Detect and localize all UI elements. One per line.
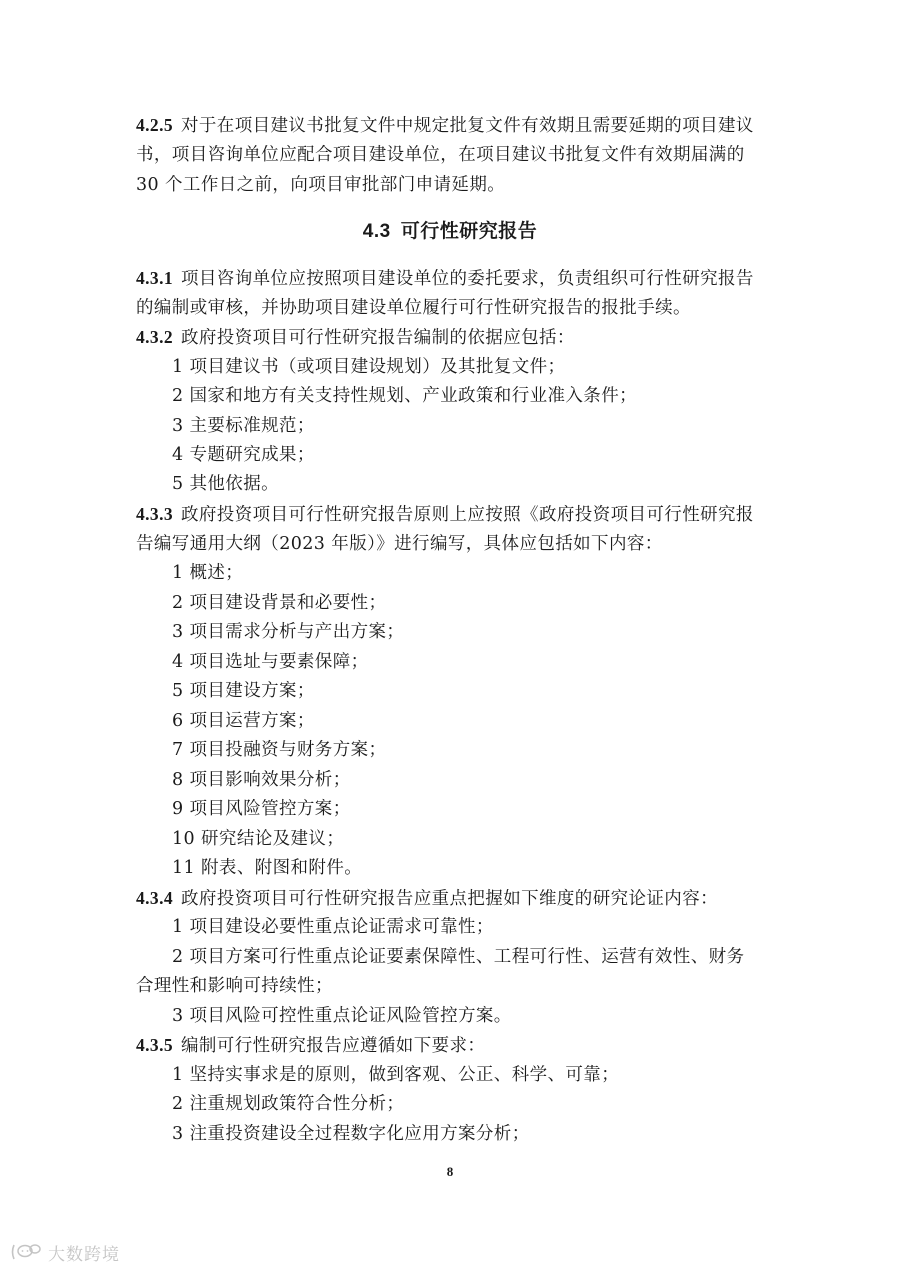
clause-text: 编制可行性研究报告应遵循如下要求： xyxy=(181,1036,486,1056)
list-item: 3 主要标准规范； xyxy=(172,416,315,436)
list-item-continuation: 合理性和影响可持续性； xyxy=(136,976,333,996)
watermark-text: 大数跨境 xyxy=(48,1244,120,1265)
list-item: 4 项目选址与要素保障； xyxy=(172,652,369,672)
list-item: 6 项目运营方案； xyxy=(172,711,315,731)
list-item: 10 研究结论及建议； xyxy=(172,829,345,849)
paragraph-line xyxy=(136,113,754,138)
list-item: 1 项目建设必要性重点论证需求可靠性； xyxy=(172,917,494,937)
clause-text: 对于在项目建议书批复文件中规定批复文件有效期且需要延期的项目建议 xyxy=(181,116,754,136)
list-item: 5 项目建设方案； xyxy=(172,681,315,701)
clause-text: 政府投资项目可行性研究报告编制的依据应包括： xyxy=(181,328,575,348)
clause-text: 政府投资项目可行性研究报告应重点把握如下维度的研究论证内容： xyxy=(181,889,718,909)
paragraph-line: 的编制或审核，并协助项目建设单位履行可行性研究报告的报批手续。 xyxy=(136,298,691,318)
paragraph-line xyxy=(136,1033,485,1058)
paragraph-line: 书，项目咨询单位应配合项目建设单位，在项目建议书批复文件有效期届满的 xyxy=(136,145,745,165)
paragraph-line: 30 个工作日之前，向项目审批部门申请延期。 xyxy=(136,175,506,195)
list-item: 2 项目方案可行性重点论证要素保障性、工程可行性、运营有效性、财务 xyxy=(172,947,745,967)
list-item: 11 附表、附图和附件。 xyxy=(172,858,363,878)
list-item: 1 坚持实事求是的原则，做到客观、公正、科学、可靠； xyxy=(172,1065,620,1085)
clause-number: 4.3.3 xyxy=(136,504,173,524)
chat-bubble-icon xyxy=(10,1242,44,1262)
list-item: 4 专题研究成果； xyxy=(172,445,315,465)
list-item: 1 项目建议书（或项目建设规划）及其批复文件； xyxy=(172,357,566,377)
paragraph-line xyxy=(136,325,575,350)
clause-number: 4.2.5 xyxy=(136,115,173,135)
clause-number: 4.3.5 xyxy=(136,1035,173,1055)
list-item: 9 项目风险管控方案； xyxy=(172,799,351,819)
clause-text: 项目咨询单位应按照项目建设单位的委托要求，负责组织可行性研究报告 xyxy=(181,269,754,289)
list-item: 8 项目影响效果分析； xyxy=(172,770,351,790)
list-item: 2 注重规划政策符合性分析； xyxy=(172,1094,405,1114)
list-item: 5 其他依据。 xyxy=(172,474,279,494)
list-item: 7 项目投融资与财务方案； xyxy=(172,740,387,760)
list-item: 3 项目需求分析与产出方案； xyxy=(172,622,405,642)
section-heading xyxy=(0,218,900,245)
clause-number: 4.3.1 xyxy=(136,268,173,288)
paragraph-line: 告编写通用大纲（2023 年版）》进行编写，具体应包括如下内容： xyxy=(136,534,663,554)
paragraph-line xyxy=(136,266,754,291)
list-item: 2 国家和地方有关支持性规划、产业政策和行业准入条件； xyxy=(172,386,637,406)
section-title: 可行性研究报告 xyxy=(400,220,538,242)
watermark xyxy=(10,1241,120,1263)
list-item: 1 概述； xyxy=(172,563,244,583)
page-number: 8 xyxy=(446,1164,454,1179)
list-item: 3 注重投资建设全过程数字化应用方案分析； xyxy=(172,1124,530,1144)
list-item: 3 项目风险可控性重点论证风险管控方案。 xyxy=(172,1006,512,1026)
clause-text: 政府投资项目可行性研究报告原则上应按照《政府投资项目可行性研究报 xyxy=(181,505,754,525)
paragraph-line xyxy=(136,502,754,527)
list-item: 2 项目建设背景和必要性； xyxy=(172,593,387,613)
section-number: 4.3 xyxy=(362,221,391,242)
clause-number: 4.3.4 xyxy=(136,888,173,908)
clause-number: 4.3.2 xyxy=(136,327,173,347)
paragraph-line xyxy=(136,886,718,911)
